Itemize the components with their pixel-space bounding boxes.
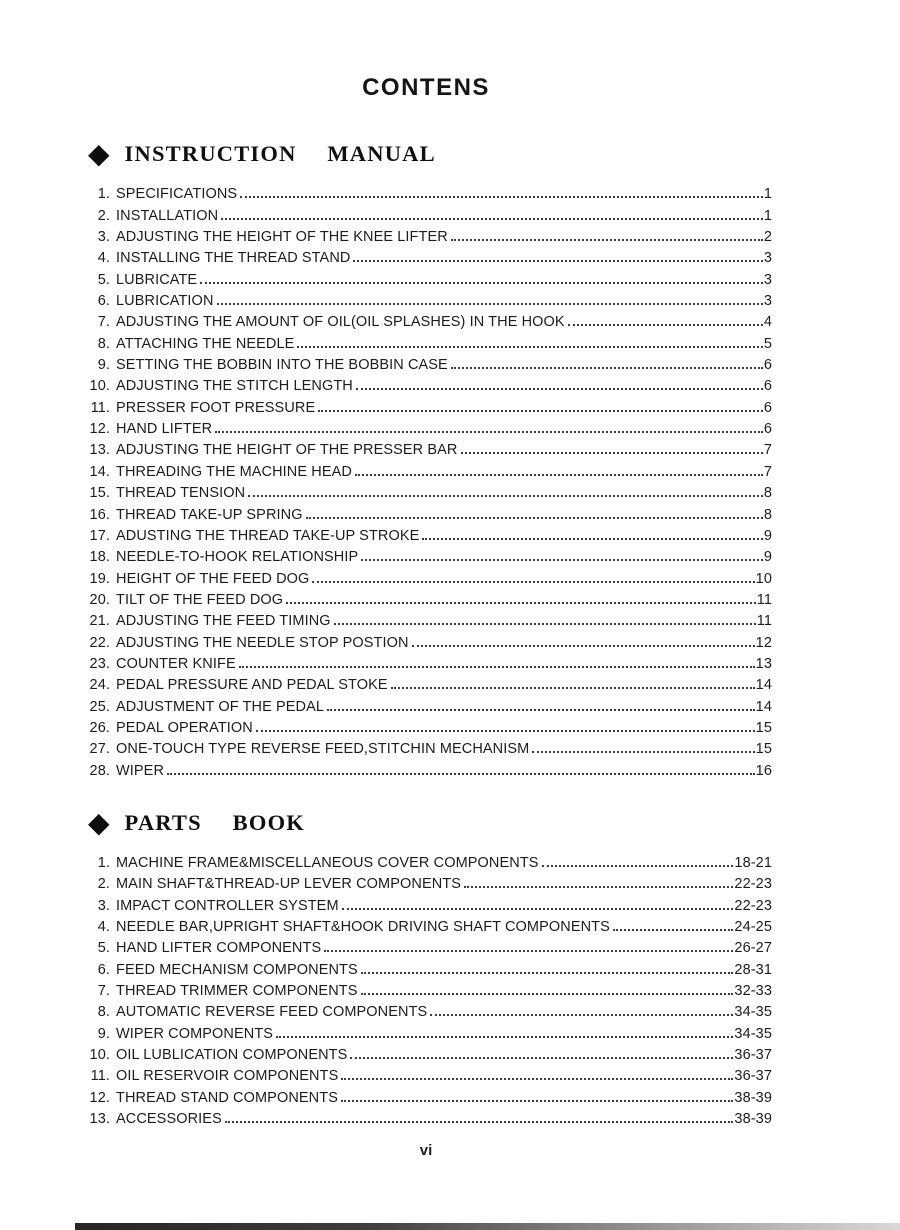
entry-title: COUNTER KNIFE: [116, 655, 236, 672]
entry-title: ADJUSTMENT OF THE PEDAL: [116, 698, 325, 715]
toc-entry: [84, 1020, 772, 1041]
dot-leader: [248, 495, 763, 497]
section-title: INSTRUCTION MANUAL: [124, 141, 436, 166]
dot-leader: [361, 559, 763, 561]
entry-number: 24.: [89, 677, 110, 694]
entry-number: 8.: [97, 335, 110, 352]
section-items: [84, 850, 772, 1127]
dot-leader: [318, 410, 763, 412]
toc-entry: [84, 202, 772, 223]
toc-entry: [84, 394, 772, 415]
entry-title: ADJUSTING THE HEIGHT OF THE PRESSER BAR: [116, 442, 458, 459]
entry-page: 3: [763, 250, 772, 267]
dot-leader: [542, 865, 734, 867]
entry-number: 25.: [89, 698, 110, 715]
dot-leader: [430, 1014, 733, 1016]
entry-number: 3.: [97, 229, 110, 246]
entry-number: 8.: [97, 1004, 110, 1021]
toc-entry: [84, 956, 772, 977]
toc-entry: [84, 330, 772, 351]
entry-title: ADJUSTING THE STITCH LENGTH: [116, 378, 353, 395]
entry-page: 15: [755, 741, 772, 758]
entry-page: 22-23: [734, 876, 772, 893]
dot-leader: [200, 282, 763, 284]
entry-number: 12.: [89, 1089, 110, 1106]
entry-title: THREAD TRIMMER COMPONENTS: [116, 983, 358, 1000]
entry-title: ATTACHING THE NEEDLE: [116, 335, 295, 352]
dot-leader: [276, 1036, 733, 1038]
toc-entry: [84, 224, 772, 245]
dot-leader: [532, 751, 754, 753]
toc-entry: [84, 565, 772, 586]
dot-leader: [225, 1121, 734, 1123]
dot-leader: [167, 773, 755, 775]
entry-page: 9: [763, 549, 772, 566]
dot-leader: [239, 666, 755, 668]
entry-number: 21.: [89, 613, 110, 630]
entry-number: 1.: [97, 854, 110, 871]
entry-title: NEEDLE BAR,UPRIGHT SHAFT&HOOK DRIVING SHAFT COMPONENTS: [116, 919, 610, 935]
entry-title: ADJUSTING THE FEED TIMING: [116, 613, 331, 630]
dot-leader: [361, 993, 734, 995]
entry-page: 2: [763, 229, 772, 246]
entry-title: ACCESSORIES: [116, 1111, 222, 1128]
entry-number: 18.: [89, 549, 110, 566]
toc-entry: [84, 672, 772, 693]
entry-page: 1: [763, 186, 772, 203]
entry-number: 13.: [89, 1111, 110, 1128]
section-heading: [88, 138, 852, 170]
entry-number: 1.: [97, 186, 110, 203]
toc-entry: [84, 693, 772, 714]
toc-entry: [84, 1106, 772, 1127]
toc-entry: [84, 245, 772, 266]
entry-page: 3: [763, 293, 772, 310]
toc-entry: [84, 480, 772, 501]
entry-number: 6.: [97, 293, 110, 310]
entry-number: 23.: [89, 655, 110, 672]
entry-number: 16.: [89, 506, 110, 523]
diamond-icon: ◆: [88, 137, 110, 170]
entry-title: THREAD STAND COMPONENTS: [116, 1089, 338, 1106]
toc-entry: [84, 935, 772, 956]
entry-number: 12.: [89, 421, 110, 438]
toc-entry: [84, 501, 772, 522]
entry-number: 7.: [97, 314, 110, 331]
entry-title: FEED MECHANISM COMPONENTS: [116, 961, 358, 978]
dot-leader: [341, 1078, 733, 1080]
dot-leader: [464, 886, 733, 888]
entry-page: 5: [763, 335, 772, 352]
entry-page: 28-31: [734, 961, 772, 978]
entry-page: 7: [763, 463, 772, 480]
entry-title: ADJUSTING THE NEEDLE STOP POSTION: [116, 634, 409, 651]
entry-title: NEEDLE-TO-HOOK RELATIONSHIP: [116, 549, 359, 566]
entry-page: 4: [763, 314, 772, 331]
entry-title: ADJUSTING THE AMOUNT OF OIL(OIL SPLASHES) IN THE HOOK: [116, 314, 565, 331]
entry-number: 3.: [97, 897, 110, 914]
toc-section: [0, 807, 852, 1127]
entry-number: 14.: [89, 463, 110, 480]
footer-page-number: vi: [419, 1142, 433, 1159]
dot-leader: [350, 1057, 733, 1059]
dot-leader: [312, 581, 754, 583]
entry-page: 14: [755, 677, 772, 694]
dot-leader: [240, 196, 763, 198]
dot-leader: [341, 1100, 733, 1102]
toc-entry: [84, 309, 772, 330]
toc-section: [0, 138, 852, 779]
entry-number: 10.: [89, 1047, 110, 1064]
toc-entry: [84, 266, 772, 287]
toc-entry: [84, 736, 772, 757]
entry-number: 27.: [89, 741, 110, 758]
toc-entry: [84, 416, 772, 437]
entry-title: THREAD TENSION: [116, 485, 246, 502]
toc-entry: [84, 892, 772, 913]
entry-page: 8: [763, 506, 772, 523]
page-title: CONTENS: [362, 74, 490, 101]
entry-page: 11: [756, 613, 772, 630]
dot-leader: [412, 645, 755, 647]
entry-page: 6: [763, 399, 772, 416]
dot-leader: [217, 303, 763, 305]
toc-sections: [0, 138, 852, 1127]
dot-leader: [334, 623, 756, 625]
toc-entry: [84, 587, 772, 608]
entry-title: AUTOMATIC REVERSE FEED COMPONENTS: [116, 1004, 428, 1021]
entry-number: 15.: [89, 485, 110, 502]
entry-page: 9: [763, 527, 772, 544]
entry-number: 7.: [97, 983, 110, 1000]
dot-leader: [215, 431, 763, 433]
entry-page: 14: [755, 698, 772, 715]
dot-leader: [461, 452, 763, 454]
dot-leader: [356, 388, 763, 390]
dot-leader: [361, 972, 734, 974]
toc-entry: [84, 437, 772, 458]
section-items: [84, 181, 772, 779]
entry-title: OIL RESERVOIR COMPONENTS: [116, 1068, 339, 1085]
entry-number: 22.: [89, 634, 110, 651]
entry-page: 1: [763, 207, 772, 224]
entry-number: 19.: [89, 570, 110, 587]
entry-title: WIPER: [116, 762, 165, 779]
entry-title: WIPER COMPONENTS: [116, 1025, 274, 1042]
section-title: PARTS BOOK: [124, 809, 305, 835]
entry-number: 28.: [89, 762, 110, 779]
toc-entry: [84, 629, 772, 650]
toc-entry: [84, 544, 772, 565]
entry-title: INSTALLATION: [116, 207, 219, 224]
entry-number: 2.: [97, 876, 110, 893]
dot-leader: [324, 950, 733, 952]
entry-title: THREAD TAKE-UP SPRING: [116, 506, 303, 523]
dot-leader: [353, 260, 762, 262]
dot-leader: [306, 517, 763, 519]
entry-number: 5.: [97, 271, 110, 288]
toc-entry: [84, 1084, 772, 1105]
entry-page: 38-39: [734, 1111, 772, 1128]
dot-leader: [451, 367, 763, 369]
dot-leader: [221, 218, 763, 220]
dot-leader: [613, 929, 734, 931]
entry-page: 3: [763, 271, 772, 288]
toc-entry: [84, 651, 772, 672]
entry-page: 32-33: [734, 983, 772, 1000]
diamond-icon: ◆: [88, 805, 110, 839]
entry-number: 11.: [90, 399, 110, 416]
toc-entry: [84, 850, 772, 871]
entry-page: 13: [755, 655, 772, 672]
dot-leader: [391, 687, 755, 689]
entry-number: 17.: [89, 527, 110, 544]
entry-number: 11.: [90, 1068, 110, 1085]
entry-number: 4.: [97, 919, 110, 935]
toc-entry: [84, 373, 772, 394]
dot-leader: [327, 709, 755, 711]
toc-entry: [84, 523, 772, 544]
entry-title: MAIN SHAFT&THREAD-UP LEVER COMPONENTS: [116, 876, 462, 893]
toc-entry: [84, 757, 772, 778]
toc-entry: [84, 1042, 772, 1063]
entry-number: 6.: [97, 961, 110, 978]
entry-page: 6: [763, 357, 772, 374]
entry-title: OIL LUBLICATION COMPONENTS: [116, 1047, 348, 1064]
entry-page: 38-39: [734, 1089, 772, 1106]
toc-entry: [84, 352, 772, 373]
entry-page: 26-27: [734, 940, 772, 957]
entry-title: THREADING THE MACHINE HEAD: [116, 463, 352, 480]
entry-title: INSTALLING THE THREAD STAND: [116, 250, 351, 267]
dot-leader: [297, 346, 762, 348]
entry-page: 8: [763, 485, 772, 502]
entry-title: SETTING THE BOBBIN INTO THE BOBBIN CASE: [116, 357, 448, 374]
entry-title: MACHINE FRAME&MISCELLANEOUS COVER COMPONENTS: [116, 854, 539, 871]
toc-entry: [84, 1063, 772, 1084]
entry-page: 6: [763, 421, 772, 438]
toc-entry: [84, 978, 772, 999]
toc-entry: [84, 181, 772, 202]
entry-title: PEDAL OPERATION: [116, 719, 253, 736]
entry-title: LUBRICATE: [116, 271, 198, 288]
entry-page: 16: [755, 762, 772, 779]
entry-page: 7: [763, 442, 772, 459]
dot-leader: [355, 474, 763, 476]
entry-page: 36-37: [734, 1068, 772, 1085]
dot-leader: [342, 908, 734, 910]
entry-page: 34-35: [734, 1004, 772, 1021]
entry-page: 34-35: [734, 1025, 772, 1042]
section-heading: [88, 807, 852, 839]
entry-title: HEIGHT OF THE FEED DOG: [116, 570, 310, 587]
entry-title: HAND LIFTER COMPONENTS: [116, 940, 322, 957]
dot-leader: [451, 239, 763, 241]
entry-page: 10: [755, 570, 772, 587]
dot-leader: [286, 602, 756, 604]
entry-number: 4.: [97, 250, 110, 267]
entry-page: 18-21: [734, 854, 772, 871]
dot-leader: [568, 324, 763, 326]
toc-entry: [84, 999, 772, 1020]
entry-title: ADUSTING THE THREAD TAKE-UP STROKE: [116, 527, 420, 544]
entry-title: TILT OF THE FEED DOG: [116, 591, 284, 608]
entry-title: SPECIFICATIONS: [116, 186, 238, 203]
entry-number: 10.: [89, 378, 110, 395]
entry-number: 2.: [97, 207, 110, 224]
scan-edge-bar: [75, 1223, 900, 1230]
entry-number: 13.: [89, 442, 110, 459]
entry-number: 9.: [97, 1025, 110, 1042]
entry-title: PEDAL PRESSURE AND PEDAL STOKE: [116, 677, 388, 694]
toc-entry: [84, 458, 772, 479]
entry-page: 6: [763, 378, 772, 395]
entry-page: 12: [755, 634, 772, 651]
entry-title: ONE-TOUCH TYPE REVERSE FEED,STITCHIN MECHANISM: [116, 741, 530, 758]
entry-title: HAND LIFTER: [116, 421, 213, 438]
entry-page: 36-37: [734, 1047, 772, 1064]
entry-title: ADJUSTING THE HEIGHT OF THE KNEE LIFTER: [116, 229, 448, 246]
entry-page: 11: [756, 591, 772, 608]
toc-entry: [84, 914, 772, 935]
toc-entry: [84, 871, 772, 892]
toc-entry: [84, 715, 772, 736]
entry-page: 22-23: [734, 897, 772, 914]
entry-title: LUBRICATION: [116, 293, 214, 310]
entry-number: 26.: [89, 719, 110, 736]
entry-title: PRESSER FOOT PRESSURE: [116, 399, 316, 416]
entry-title: IMPACT CONTROLLER SYSTEM: [116, 897, 339, 914]
entry-page: 24-25: [734, 919, 772, 935]
entry-number: 20.: [89, 591, 110, 608]
entry-page: 15: [755, 719, 772, 736]
dot-leader: [422, 538, 762, 540]
toc-entry: [84, 288, 772, 309]
dot-leader: [256, 730, 755, 732]
toc-entry: [84, 608, 772, 629]
entry-number: 9.: [97, 357, 110, 374]
entry-number: 5.: [97, 940, 110, 957]
